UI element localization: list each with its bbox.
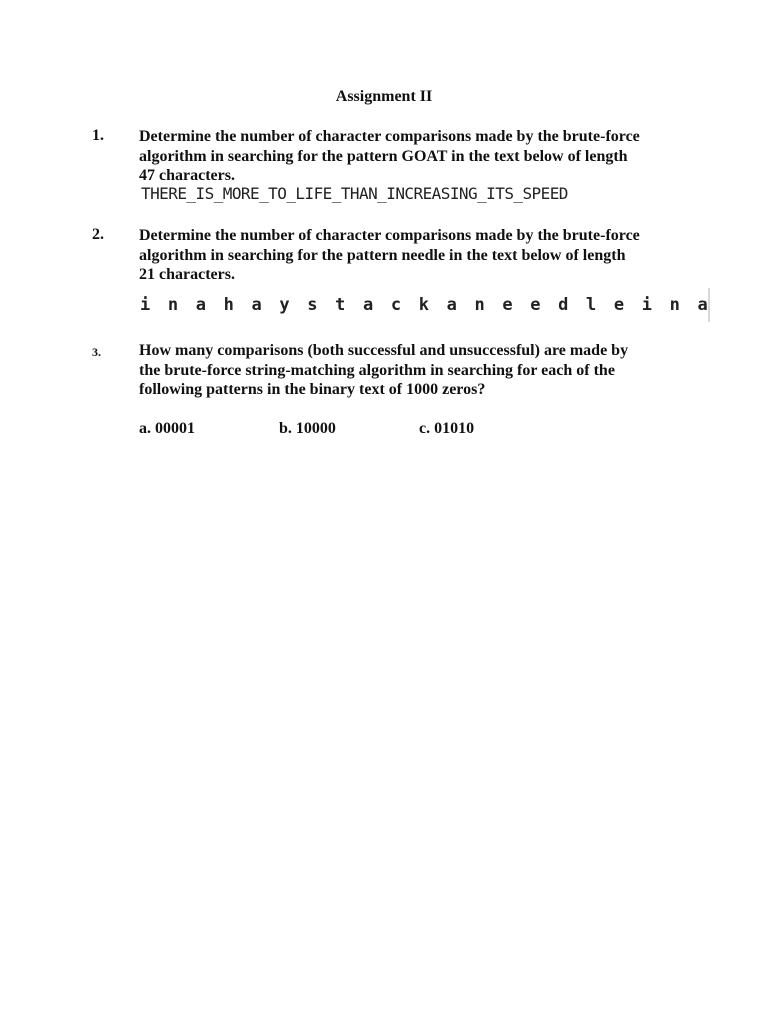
question-2-line: Determine the number of character comparisons made by the brute-force [139,227,640,244]
sample-char: s [307,295,318,315]
sample-char: n [167,295,179,315]
question-1-text [139,127,699,186]
sample-char: a [446,295,457,315]
question-1-number: 1. [92,127,104,144]
option-c: c. 01010 [419,420,475,437]
question-1-line: algorithm in searching for the pattern GOAT in the text below of length [139,147,628,165]
question-2-text [139,226,699,285]
sample-char: i [140,295,151,315]
sample-char: c [390,295,402,315]
image-crop-edge [708,288,710,322]
option-a: a. 00001 [139,420,195,437]
question-3-number: 3. [92,345,101,359]
question-3-line: the brute-force string-matching algorithm in searching for each of the [139,361,615,379]
question-1-line: 47 characters. [139,167,235,184]
question-2-line: algorithm in searching for the pattern needle in the text below of length [139,246,626,264]
option-b: b. 10000 [279,420,336,437]
sample-char: e [502,295,513,315]
sample-char: t [335,295,346,315]
sample-char: k [418,295,429,315]
question-3-line: following patterns in the binary text of 1000 zeros? [139,381,486,398]
sample-char: e [613,295,625,315]
question-2-sample-text [140,291,708,319]
sample-char: a [697,295,708,315]
sample-char: n [474,295,485,315]
sample-char: a [251,295,262,315]
question-3-text [139,341,699,400]
sample-char: d [558,295,569,315]
question-2-line: 21 characters. [139,266,235,283]
question-2-number: 2. [92,226,104,243]
question-1-line: Determine the number of character comparisons made by the brute-force [139,128,640,145]
sample-char: a [195,295,206,315]
sample-char: i [641,295,652,315]
sample-char: h [223,295,234,315]
sample-char: e [530,295,541,315]
assignment-title: Assignment II [335,88,433,105]
sample-char: a [363,295,374,315]
sample-char: n [669,295,680,315]
sample-char: l [586,295,597,315]
sample-char: y [279,295,290,315]
question-1-sample-text: THERE_IS_MORE_TO_LIFE_THAN_INCREASING_ITS_SPEED [141,184,568,203]
question-3-line: How many comparisons (both successful and unsuccessful) are made by [139,342,629,359]
